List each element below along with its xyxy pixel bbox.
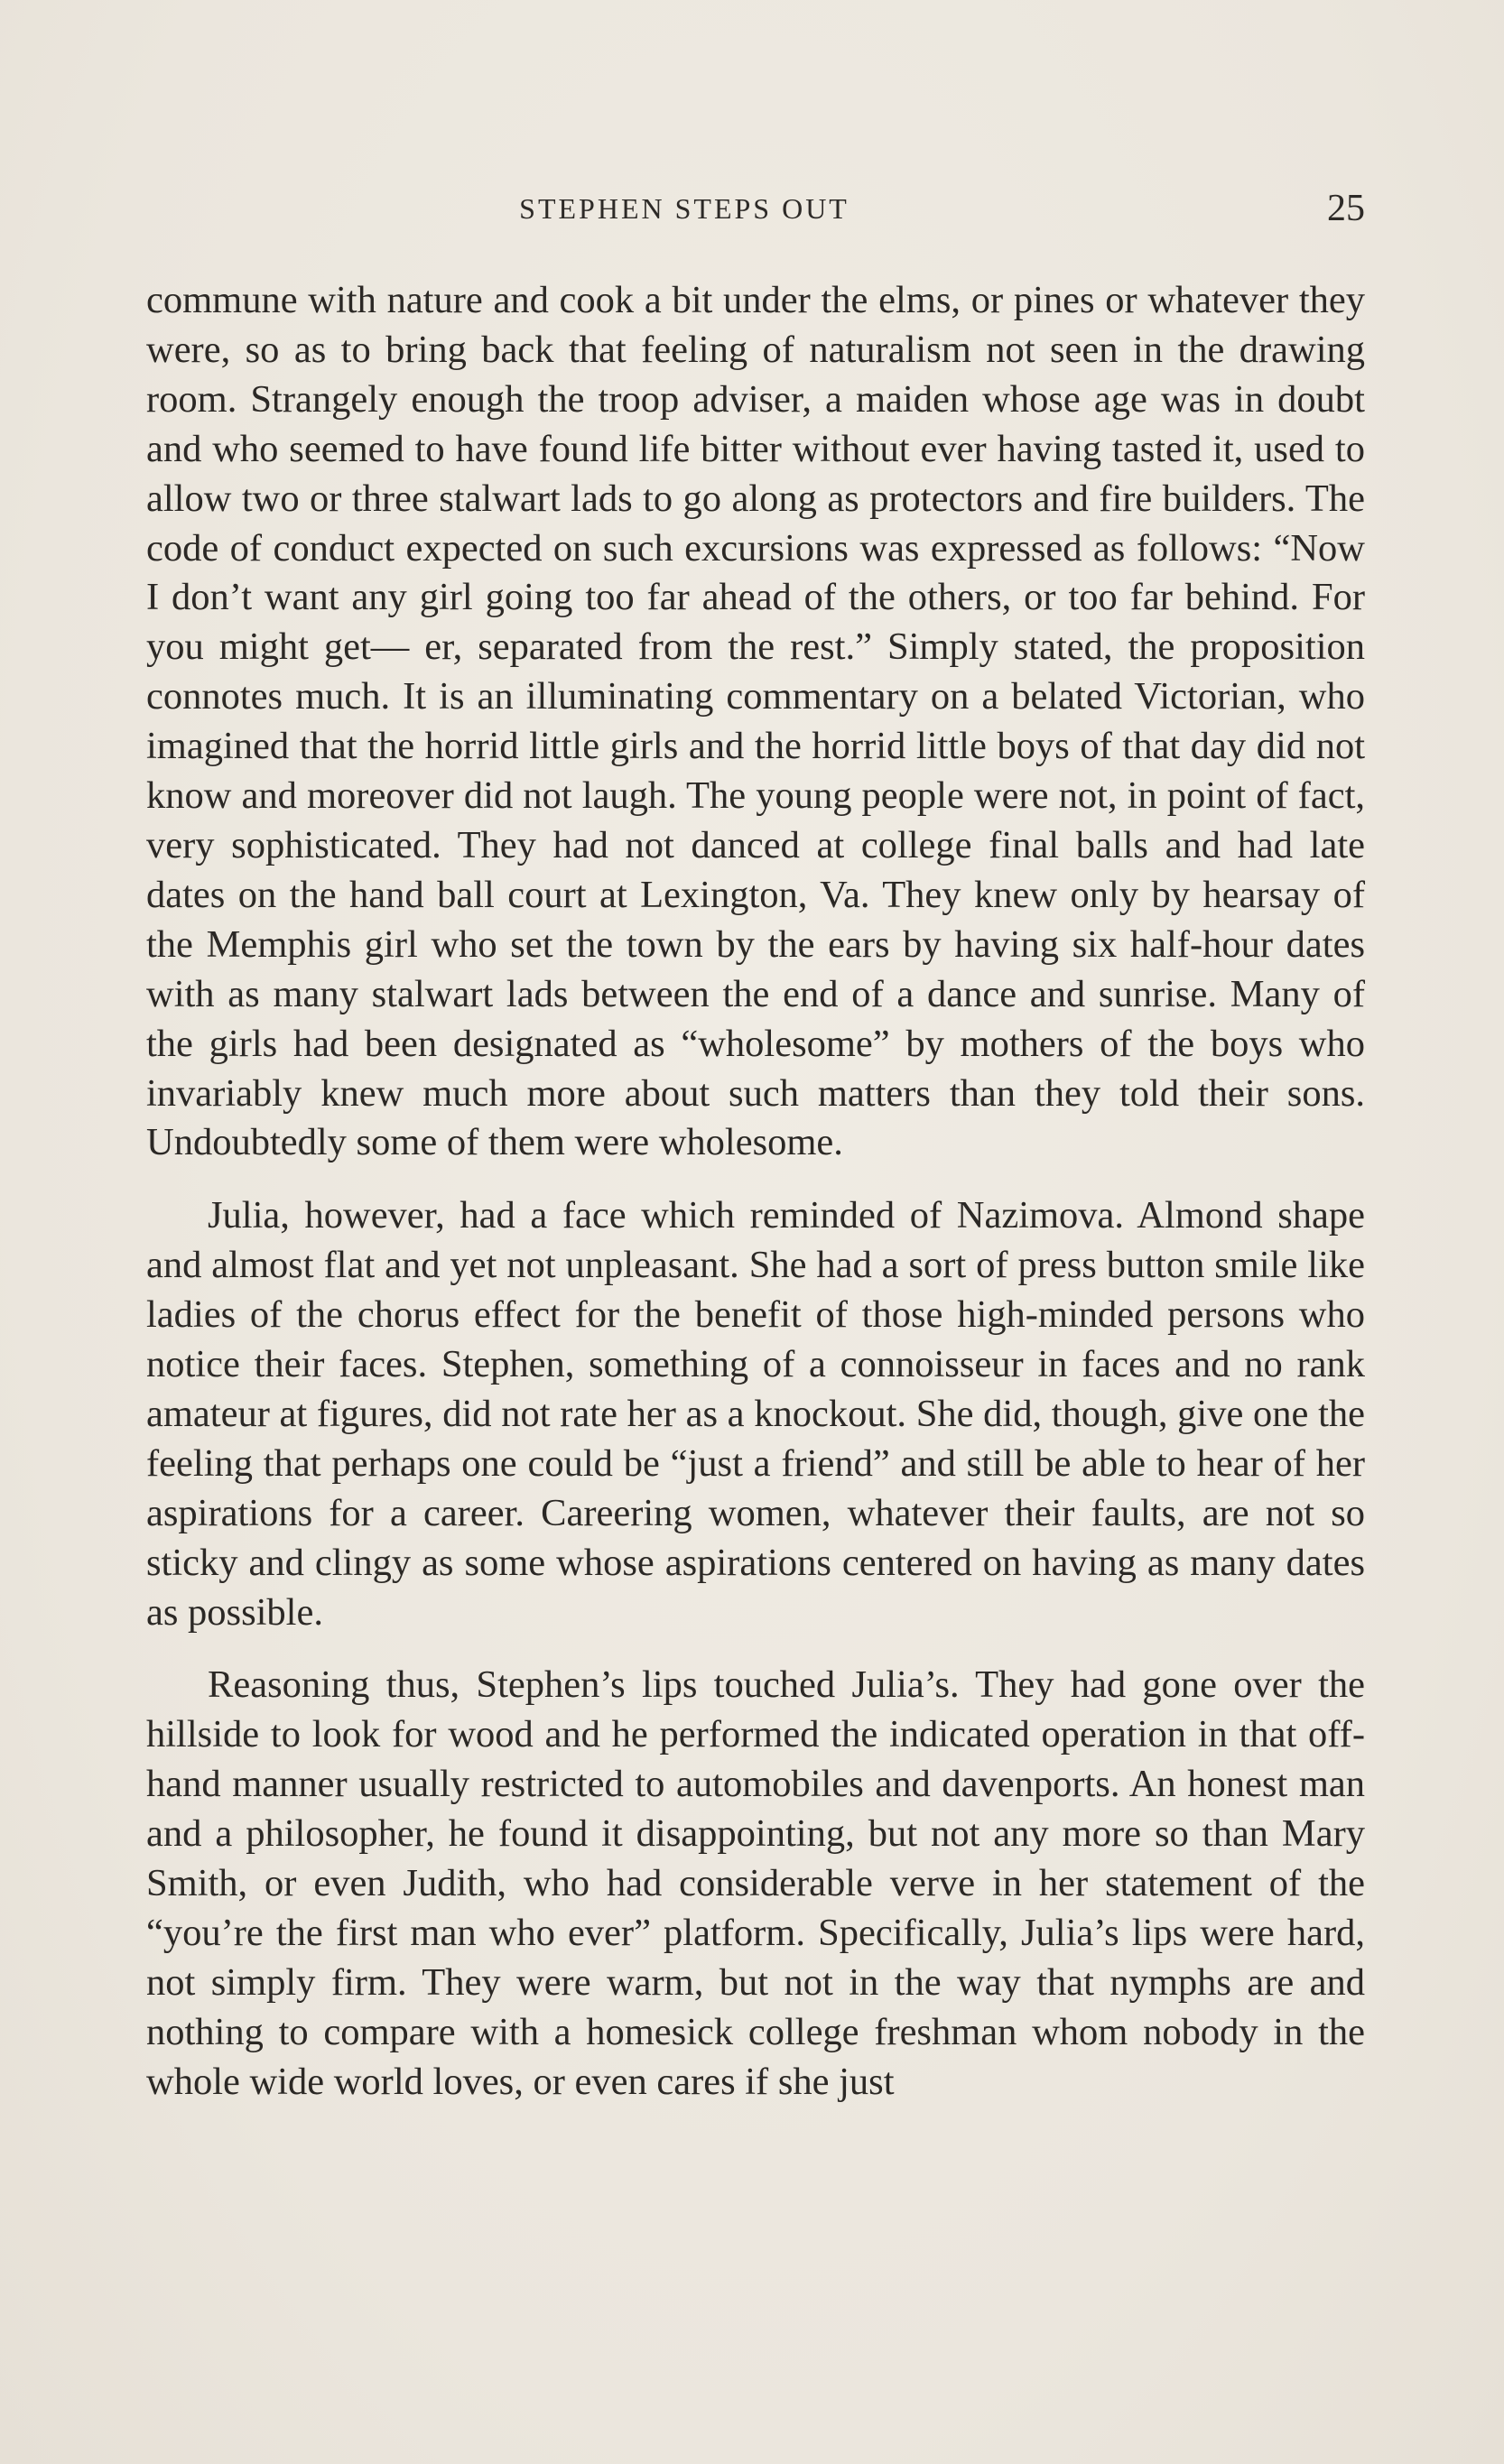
page-number: 25 [1327, 188, 1365, 229]
running-title: STEPHEN STEPS OUT [519, 192, 849, 225]
body-text [146, 276, 1365, 2131]
running-header [146, 186, 1365, 231]
paragraph-2: Julia, however, had a face which reminded of Nazimova. Almond shape and almost flat and yet not unpleasant. She had a sort of press button smile like ladies of the chorus effect for the benefit of those high-minded persons who notice their faces. Stephen, something of a connoisseur in faces and no rank amateur at figures, did not rate her as a knockout. She did, though, give one the feeling that perhaps one could be “just a friend” and still be able to hear of her aspirations for a career. Careering women, whatever their faults, are not so sticky and clingy as some whose aspirations centered on having as many dates as possible. [146, 1194, 1365, 1634]
paragraph-1: commune with nature and cook a bit under the elms, or pines or whatever they were, so as to bring back that feeling of naturalism not seen in the drawing room. Strangely enough the troop adviser, a maiden whose age was in doubt and who seemed to have found life bitter without ever having tasted it, used to allow two or three stalwart lads to go along as protectors and fire builders. The code of conduct expected on such excursions was expressed as follows: “Now I don’t want any girl going too far ahead of the others, or too far behind. For you might get— er, separated from the rest.” Simply stated, the proposition connotes much. It is an illuminating commentary on a belated Victorian, who imagined that the horrid little girls and the horrid little boys of that day did not know and moreover did not laugh. The young people were not, in point of fact, very sophisticated. They had not danced at college final balls and had late dates on the hand ball court at Lexington, Va. They knew only by hearsay of the Memphis girl who set the town by the ears by having six half-hour dates with as many stalwart lads between the end of a dance and sunrise. Many of the girls had been designated as “wholesome” by mothers of the boys who invariably knew much more about such matters than they told their sons. Undoubtedly some of them were wholesome. [146, 279, 1365, 1164]
paragraph-3: Reasoning thus, Stephen’s lips touched Julia’s. They had gone over the hillside to look for wood and he performed the indicated operation in that off-hand manner usually restricted to automobiles and davenports. An honest man and a philosopher, he found it disappointing, but not any more so than Mary Smith, or even Judith, who had considerable verve in her statement of the “you’re the first man who ever” platform. Specifically, Julia’s lips were hard, not simply firm. They were warm, but not in the way that nymphs are and nothing to compare with a homesick college freshman whom nobody in the whole wide world loves, or even cares if she just [146, 1663, 1365, 2103]
